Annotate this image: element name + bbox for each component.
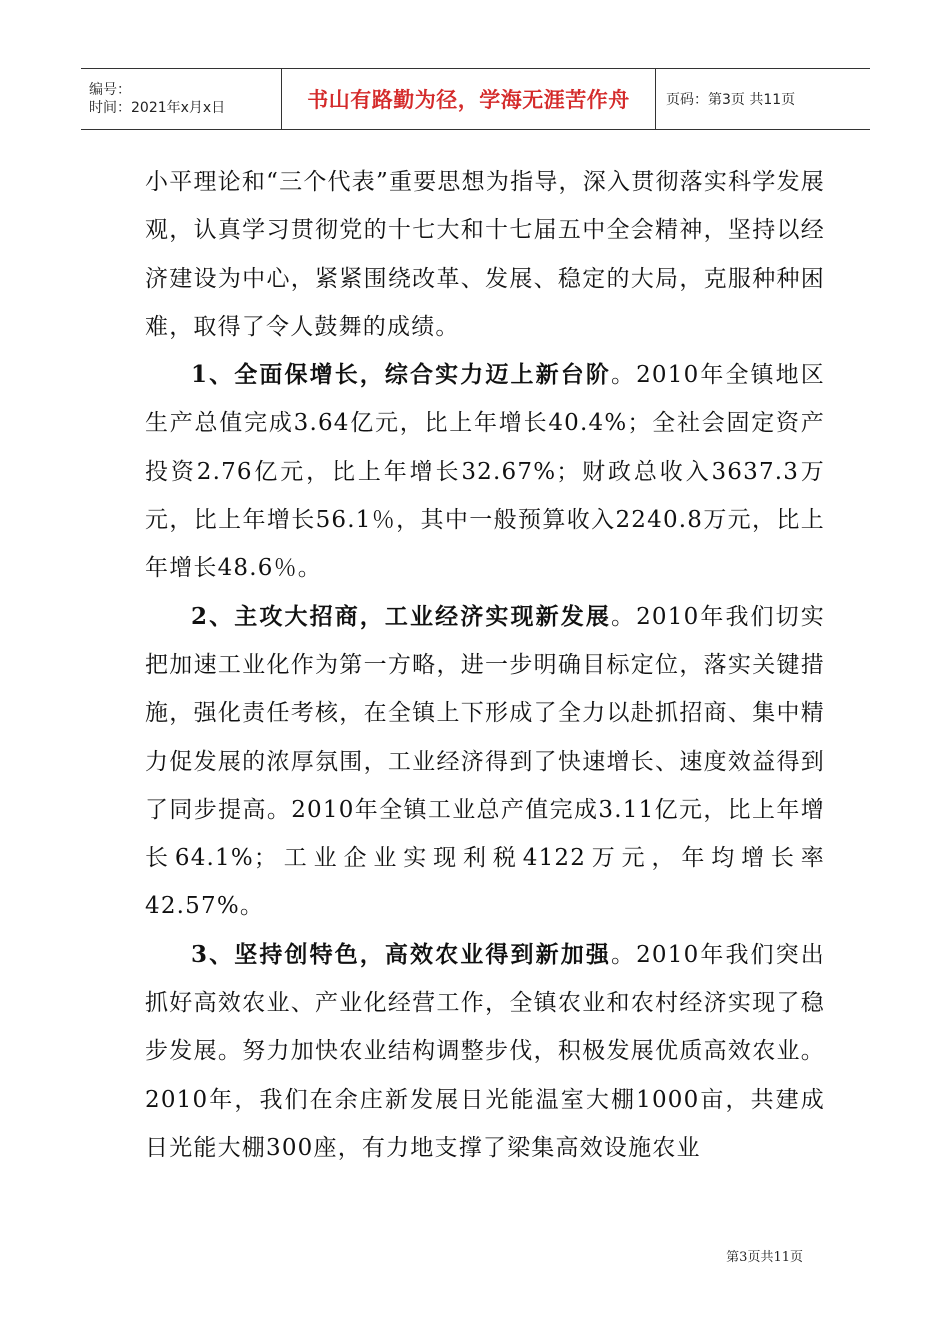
section-paragraph-2 xyxy=(145,593,825,931)
motto-text: 书山有路勤为径，学海无涯苦作舟 xyxy=(307,88,630,112)
section-heading-1: 1、全面保增长，综合实力迈上新台阶 xyxy=(191,361,611,389)
section-body-1: 。2010年全镇地区生产总值完成3.64亿元，比上年增长40.4%；全社会固定资产投资2.76亿元，比上年增长32.67%；财政总收入3637.3万元，比上年增长56.1％，其中一般预算收入2240.8万元，比上年增长48.6％。 xyxy=(145,362,825,582)
intro-paragraph: 小平理论和“三个代表”重要思想为指导，深入贯彻落实科学发展观，认真学习贯彻党的十七大和十七届五中全会精神，坚持以经济建设为中心，紧紧围绕改革、发展、稳定的大局，克服种种困难，取得了令人鼓舞的成绩。 xyxy=(145,169,825,340)
document-time-label: 时间：2021年x月x日 xyxy=(89,100,226,116)
section-paragraph-1 xyxy=(145,351,825,592)
section-heading-2: 2、主攻大招商，工业经济实现新发展 xyxy=(191,602,611,630)
section-heading-3: 3、坚持创特色，高效农业得到新加强 xyxy=(191,940,611,968)
section-body-2: 。2010年我们切实把加速工业化作为第一方略，进一步明确目标定位，落实关键措施，强化责任考核，在全镇上下形成了全力以赴抓招商、集中精力促发展的浓厚氛围，工业经济得到了快速增长、速度效益得到了同步提高。2010年全镇工业总产值完成3.11亿元，比上年增长64.1%；工业企业实现利税4122万元，年均增长率42.57%。 xyxy=(145,603,825,920)
header-meta xyxy=(81,69,281,129)
header-page-number xyxy=(656,69,870,129)
header-motto xyxy=(281,69,656,129)
section-body-3: 。2010年我们突出抓好高效农业、产业化经营工作，全镇农业和农村经济实现了稳步发展。努力加快农业结构调整步伐，积极发展优质高效农业。2010年，我们在余庄新发展日光能温室大棚1000亩，共建成日光能大棚300座，有力地支撑了梁集高效设施农业 xyxy=(145,941,825,1161)
footer-page-label: 第3页共11页 xyxy=(726,1250,803,1265)
page-header xyxy=(81,68,870,130)
page-footer xyxy=(726,1246,803,1265)
document-body xyxy=(145,158,825,1172)
section-paragraph-3 xyxy=(145,931,825,1172)
header-page-label: 页码：第3页 共11页 xyxy=(666,92,796,108)
document-number-label: 编号： xyxy=(89,82,131,98)
